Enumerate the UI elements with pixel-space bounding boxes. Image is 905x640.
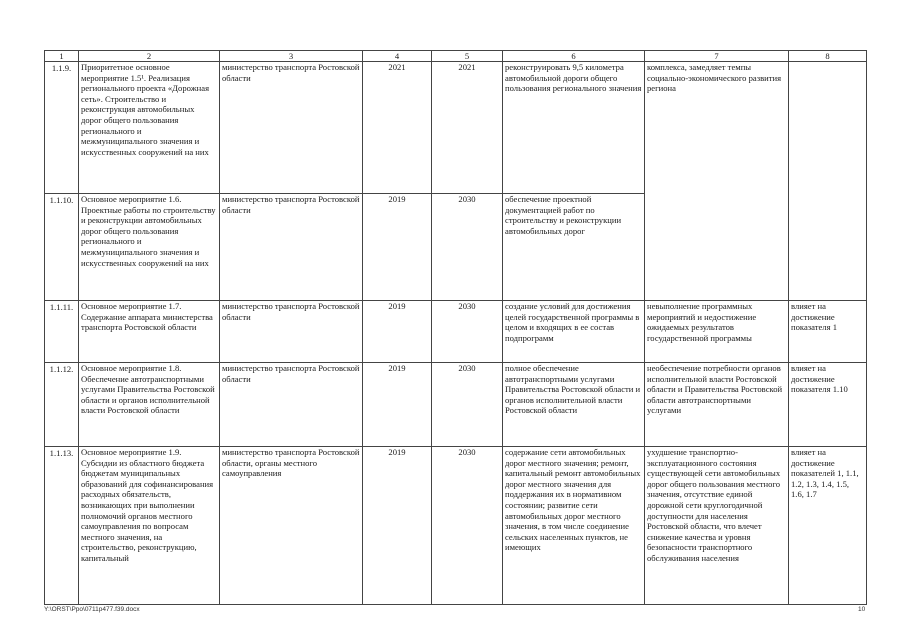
start-year-cell: 2019	[363, 194, 432, 301]
row-number: 1.1.11.	[45, 301, 79, 363]
measure-cell: Основное мероприятие 1.9. Субсидии из областного бюджета бюджетам муниципальных образований для софинансирования расходных обязательств, возникающих при выполнении полномочий органов местного самоуправления по вопросам местного значения, на строительство, реконструкцию, капитальный	[79, 447, 220, 605]
program-table	[44, 50, 867, 605]
col-header-7: 7	[645, 51, 789, 62]
header-row	[45, 51, 867, 62]
measure-cell: Основное мероприятие 1.6. Проектные работы по строительству и реконструкции автомобильных дорог общего пользования регионального и межмуниципального значения и искусственных сооружений на них	[79, 194, 220, 301]
indicator-link-cell	[789, 62, 867, 194]
measure-cell: Основное мероприятие 1.8. Обеспечение автотранспортными услугами Правительства Ростовской области и органов исполнительной власти Ростовской области	[79, 363, 220, 447]
indicator-link-cell: влияет на достижение показателей 1, 1.1, 1.2, 1.3, 1.4, 1.5, 1.6, 1.7	[789, 447, 867, 605]
consequence-cell: необеспечение потребности органов исполнительной власти Ростовской области и Правительства Ростовской области автотранспортными услугами	[645, 363, 789, 447]
end-year-cell: 2030	[432, 447, 503, 605]
executor-cell: министерство транспорта Ростовской области	[220, 363, 363, 447]
result-cell: полное обеспечение автотранспортными услугами Правительства Ростовской области и органов исполнительной власти Ростовской области	[503, 363, 645, 447]
start-year-cell: 2021	[363, 62, 432, 194]
col-header-1: 1	[45, 51, 79, 62]
consequence-cell	[645, 194, 789, 301]
executor-cell: министерство транспорта Ростовской области	[220, 194, 363, 301]
indicator-link-cell: влияет на достижение показателя 1.10	[789, 363, 867, 447]
start-year-cell: 2019	[363, 301, 432, 363]
consequence-cell: невыполнение программных мероприятий и недостижение ожидаемых результатов государственной программы	[645, 301, 789, 363]
end-year-cell: 2030	[432, 301, 503, 363]
row-number: 1.1.9.	[45, 62, 79, 194]
start-year-cell: 2019	[363, 363, 432, 447]
indicator-link-cell: влияет на достижение показателя 1	[789, 301, 867, 363]
consequence-cell: ухудшение транспортно-эксплуатационного состояния существующей сети автомобильных дорог общего пользования местного значения, отсутствие единой дорожной сети круглогодичной доступности для населения Ростовской области, что влечет снижение качества и уровня безопасности транспортного обслуживания населения	[645, 447, 789, 605]
measure-cell: Приоритетное основное мероприятие 1.5¹. Реализация регионального проекта «Дорожная сеть». Строительство и реконструкция автомобильных дорог общего пользования регионального и межмуниципального значения и искусственных сооружений на них	[79, 62, 220, 194]
table-row	[45, 62, 867, 194]
table-row	[45, 447, 867, 605]
result-cell: создание условий для достижения целей государственной программы в целом и входящих в ее состав подпрограмм	[503, 301, 645, 363]
executor-cell: министерство транспорта Ростовской области, органы местного самоуправления	[220, 447, 363, 605]
table-row	[45, 194, 867, 301]
measure-cell: Основное мероприятие 1.7. Содержание аппарата министерства транспорта Ростовской области	[79, 301, 220, 363]
col-header-4: 4	[363, 51, 432, 62]
table-row	[45, 301, 867, 363]
executor-cell: министерство транспорта Ростовской области	[220, 62, 363, 194]
consequence-cell: комплекса, замедляет темпы социально-экономического развития региона	[645, 62, 789, 194]
page-number: 10	[858, 606, 866, 613]
result-cell: обеспечение проектной документацией работ по строительству и реконструкции автомобильных дорог	[503, 194, 645, 301]
table-row	[45, 363, 867, 447]
col-header-8: 8	[789, 51, 867, 62]
row-number: 1.1.13.	[45, 447, 79, 605]
col-header-5: 5	[432, 51, 503, 62]
document-path: Y:\ORST\Ppo\0711p477.f39.docx	[44, 606, 140, 613]
end-year-cell: 2021	[432, 62, 503, 194]
col-header-6: 6	[503, 51, 645, 62]
end-year-cell: 2030	[432, 363, 503, 447]
col-header-2: 2	[79, 51, 220, 62]
result-cell: реконструировать 9,5 километра автомобильной дороги общего пользования регионального значения	[503, 62, 645, 194]
start-year-cell: 2019	[363, 447, 432, 605]
row-number: 1.1.12.	[45, 363, 79, 447]
row-number: 1.1.10.	[45, 194, 79, 301]
result-cell: содержание сети автомобильных дорог местного значения; ремонт, капитальный ремонт автомобильных дорог местного значения для поддержания их в нормативном состоянии; развитие сети автомобильных дорог местного значения, в том числе соединение сельских населенных пунктов, не имеющих	[503, 447, 645, 605]
indicator-link-cell	[789, 194, 867, 301]
col-header-3: 3	[220, 51, 363, 62]
end-year-cell: 2030	[432, 194, 503, 301]
executor-cell: министерство транспорта Ростовской области	[220, 301, 363, 363]
